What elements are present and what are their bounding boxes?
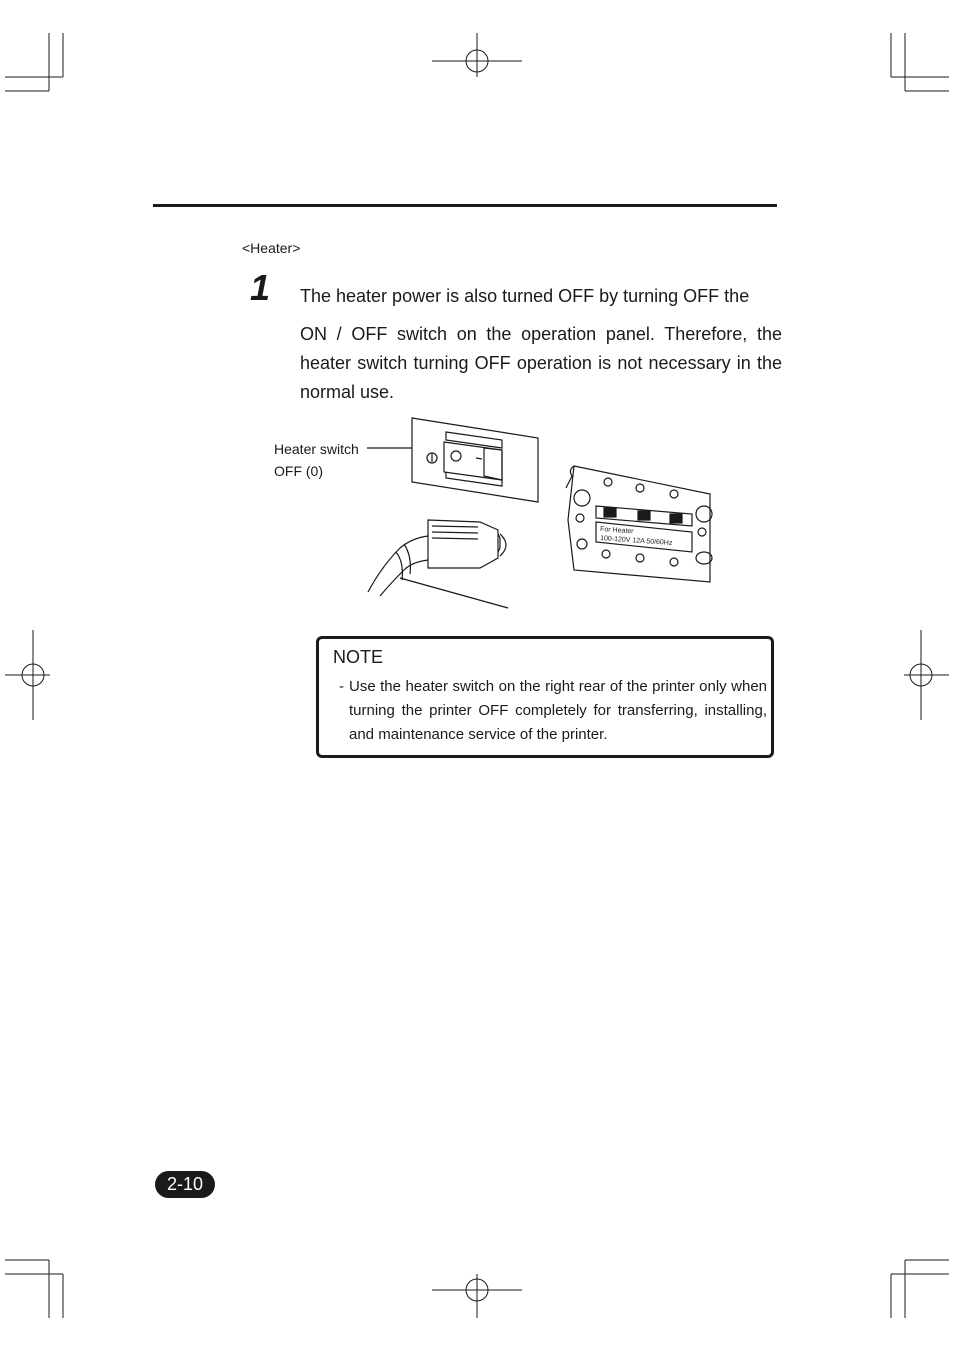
- note-text: Use the heater switch on the right rear of the printer only when turning the printer OFF completely for transferring, installing, and maintenance service of the printer.: [349, 678, 767, 743]
- page-number: 2-10: [155, 1171, 215, 1198]
- callout-heater-switch: Heater switch: [274, 441, 359, 457]
- plate-label-line1: For Heater: [599, 526, 634, 536]
- section-label: <Heater>: [242, 240, 301, 256]
- step-text-rest: ON / OFF switch on the operation panel. Therefore, the heater switch turning OFF operation is not necessary in the normal use.: [300, 324, 782, 402]
- callout-off-state: OFF (0): [274, 463, 323, 479]
- step-text-line1: The heater power is also turned OFF by turning OFF the: [300, 286, 750, 306]
- note-box: [316, 636, 774, 758]
- step-text: [300, 282, 782, 407]
- plate-label-line2: 100-120V 12A 50/60Hz: [599, 535, 673, 548]
- header-rule: [153, 204, 777, 207]
- note-bullet: -: [339, 678, 344, 695]
- step-number: 1: [250, 267, 271, 308]
- note-title: NOTE: [333, 647, 384, 667]
- heater-switch-illustration: [360, 410, 730, 610]
- note-body: [339, 675, 767, 747]
